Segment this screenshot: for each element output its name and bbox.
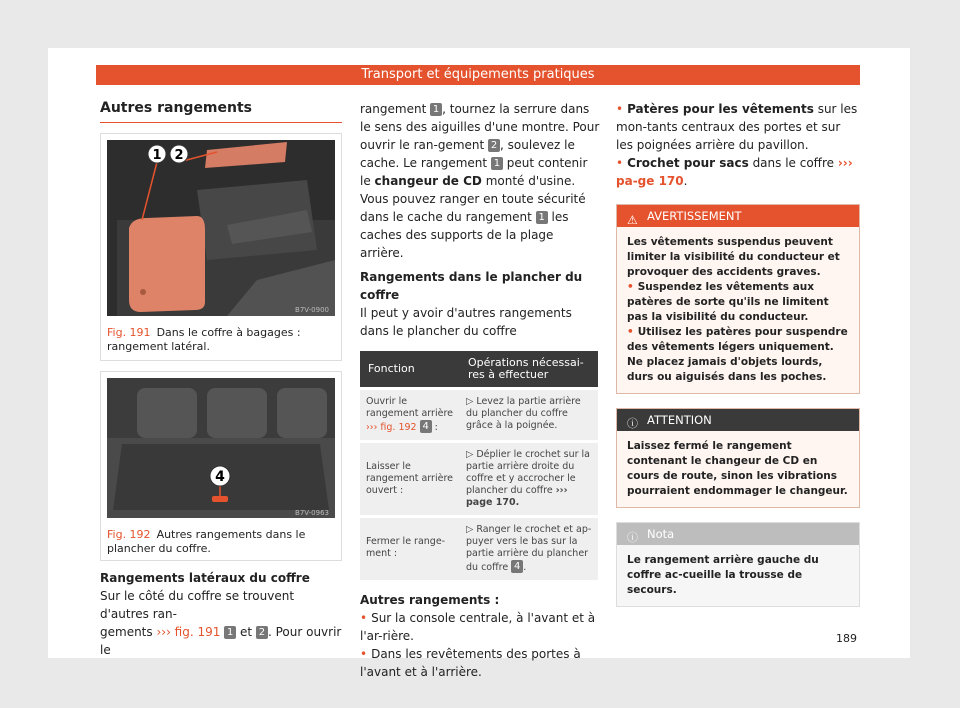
bullet-icon: • [616, 156, 624, 170]
figure-label: Fig. 192 [107, 528, 151, 541]
bullet [616, 154, 860, 190]
body-line: Sur le côté du coffre se trouvent d'autres ran- [100, 589, 295, 621]
fig-link[interactable]: ››› fig. 191 [156, 625, 221, 639]
caption-text: Dans le coffre à bagages : rangement latéral. [107, 326, 301, 353]
text: . [683, 174, 688, 188]
bullet-icon: • [627, 326, 634, 338]
note-header [617, 523, 859, 545]
text: Levez la partie arrière du plancher du coffre grâce à la poignée. [466, 396, 581, 431]
table-cell [460, 390, 598, 440]
table-cell: Laisser le rangement arrière ouvert : [360, 443, 460, 515]
table-row [360, 390, 598, 440]
bullet [616, 100, 860, 154]
step-arrow-icon: ▷ [466, 396, 477, 407]
figure-label: Fig. 191 [107, 326, 151, 339]
bold-text: Crochet pour sacs [627, 156, 749, 170]
text: Les vêtements suspendus peuvent limiter la visibilité du conducteur et provoquer des accidents graves. [627, 236, 840, 278]
page-number: 189 [836, 632, 857, 645]
text: , tournez la serrure dans le sens des aiguilles d'une montre. Pour ouvrir le ran-gement [360, 102, 600, 152]
table-row [360, 518, 598, 580]
attention-header [617, 409, 859, 431]
text: Ouvrir le rangement arrière [366, 396, 453, 419]
table-cell: Fermer le range-ment : [360, 518, 460, 580]
trunk-side-photo [107, 140, 335, 316]
subheading: Rangements dans le plancher du coffre [360, 270, 583, 302]
bullet-icon: • [616, 102, 624, 116]
text: dans le coffre [752, 156, 834, 170]
step-arrow-icon: ▷ [466, 449, 477, 460]
note-box [616, 522, 860, 607]
figure-caption [107, 326, 335, 354]
text: les caches des supports de la plage arrière. [360, 210, 569, 260]
left-body [100, 569, 342, 659]
text: . [523, 562, 527, 573]
running-header: Transport et équipements pratiques [96, 65, 860, 85]
text: Dans les revêtements des portes à l'avant et à l'arrière. [360, 647, 581, 679]
trunk-floor-photo [107, 378, 335, 518]
figure-code: B7V-0963 [295, 509, 329, 517]
bullet-icon: • [360, 611, 368, 625]
ref-number: 4 [420, 420, 432, 433]
storage-table [360, 348, 598, 583]
text: gements [100, 625, 153, 639]
bold-text: changeur de CD [374, 174, 482, 188]
subheading: Autres rangements : [360, 593, 500, 607]
attention-box [616, 408, 860, 508]
text: Sur la console centrale, à l'avant et à l'ar-rière. [360, 611, 596, 643]
table-cell [460, 518, 598, 580]
paragraph [360, 100, 600, 262]
text: . Pour ouvrir le [100, 625, 342, 657]
ref-number: 4 [511, 560, 523, 573]
bold-text: Patères pour les vêtements [627, 102, 814, 116]
warning-body [617, 227, 859, 393]
warning-header [617, 205, 859, 227]
column-header: Fonction [360, 351, 460, 387]
bullet [360, 645, 600, 681]
text: monté d'usine. Vous pouvez ranger en toute sécurité dans le cache du rangement [360, 174, 586, 224]
text: Ranger le crochet et ap-puyer vers le bas sur la partie arrière du plancher du coffre [466, 524, 592, 573]
info-circle-icon: ⓘ [627, 417, 638, 430]
bullet-icon: • [360, 647, 368, 661]
bullet-icon: • [627, 281, 634, 293]
figure-caption [107, 528, 335, 556]
marker-4: 4 [215, 469, 225, 485]
ref-number: 1 [224, 626, 236, 639]
text: Déplier le crochet sur la partie arrière droite du coffre et y accrocher le plancher du coffre [466, 449, 590, 496]
caption-text: Autres rangements dans le plancher du coffre. [107, 528, 306, 555]
figure-191 [100, 133, 342, 361]
bullet [627, 280, 849, 325]
note-body: Le rangement arrière gauche du coffre ac-cueille la trousse de secours. [627, 554, 819, 596]
marker-2: 2 [174, 148, 184, 163]
warning-title: AVERTISSEMENT [647, 209, 742, 223]
right-column [616, 100, 860, 607]
table-cell [360, 390, 460, 440]
table-row [360, 443, 598, 515]
section-title: Autres rangements [100, 100, 342, 123]
ref-number: 2 [256, 626, 268, 639]
ref-number: 1 [430, 103, 442, 116]
text: sur les mon-tants centraux des portes et sur les poignées arrière du pavillon. [616, 102, 858, 152]
ref-number: 2 [488, 139, 500, 152]
bullet [360, 609, 600, 645]
column-header: Opérations nécessai-res à effectuer [460, 351, 598, 387]
ref-number: 1 [491, 157, 503, 170]
marker-1: 1 [152, 148, 162, 163]
table-cell [460, 443, 598, 515]
text: peut contenir le [360, 156, 588, 188]
note-title: Nota [647, 527, 675, 541]
warning-box [616, 204, 860, 394]
body-line [100, 623, 342, 659]
text: et [240, 625, 253, 639]
attention-title: ATTENTION [647, 413, 712, 427]
ref-number: 1 [536, 211, 548, 224]
figure-192 [100, 371, 342, 561]
bullet [627, 325, 849, 385]
note-icon: ⓘ [627, 531, 638, 544]
figure-code: B7V-0900 [295, 306, 329, 314]
middle-column [360, 100, 600, 681]
paragraph: Il peut y avoir d'autres rangements dans le plancher du coffre [360, 306, 572, 338]
fig-link[interactable]: ››› fig. 192 [366, 422, 417, 433]
page-link[interactable]: ››› page 170. [466, 485, 568, 508]
subheading: Rangements latéraux du coffre [100, 571, 310, 585]
warning-triangle-icon: ⚠ [627, 213, 638, 227]
table-header-row [360, 351, 598, 387]
text: Utilisez les patères pour suspendre des vêtements légers uniquement. Ne placez jamais d'objets lourds, durs ou aiguisés dans les poches. [627, 326, 848, 383]
step-arrow-icon: ▷ [466, 524, 477, 535]
text: rangement [360, 102, 427, 116]
text: : [431, 422, 438, 433]
text: , soulevez le cache. Le rangement [360, 138, 575, 170]
page-link[interactable]: ››› pa-ge 170 [616, 156, 853, 188]
attention-body: Laissez fermé le rangement contenant le changeur de CD en cours de route, sinon les vibrations pourraient endommager le changeur. [627, 440, 848, 497]
text: Suspendez les vêtements aux patères de sorte qu'ils ne limitent pas la visibilité du conducteur. [627, 281, 829, 323]
left-column [100, 100, 342, 659]
